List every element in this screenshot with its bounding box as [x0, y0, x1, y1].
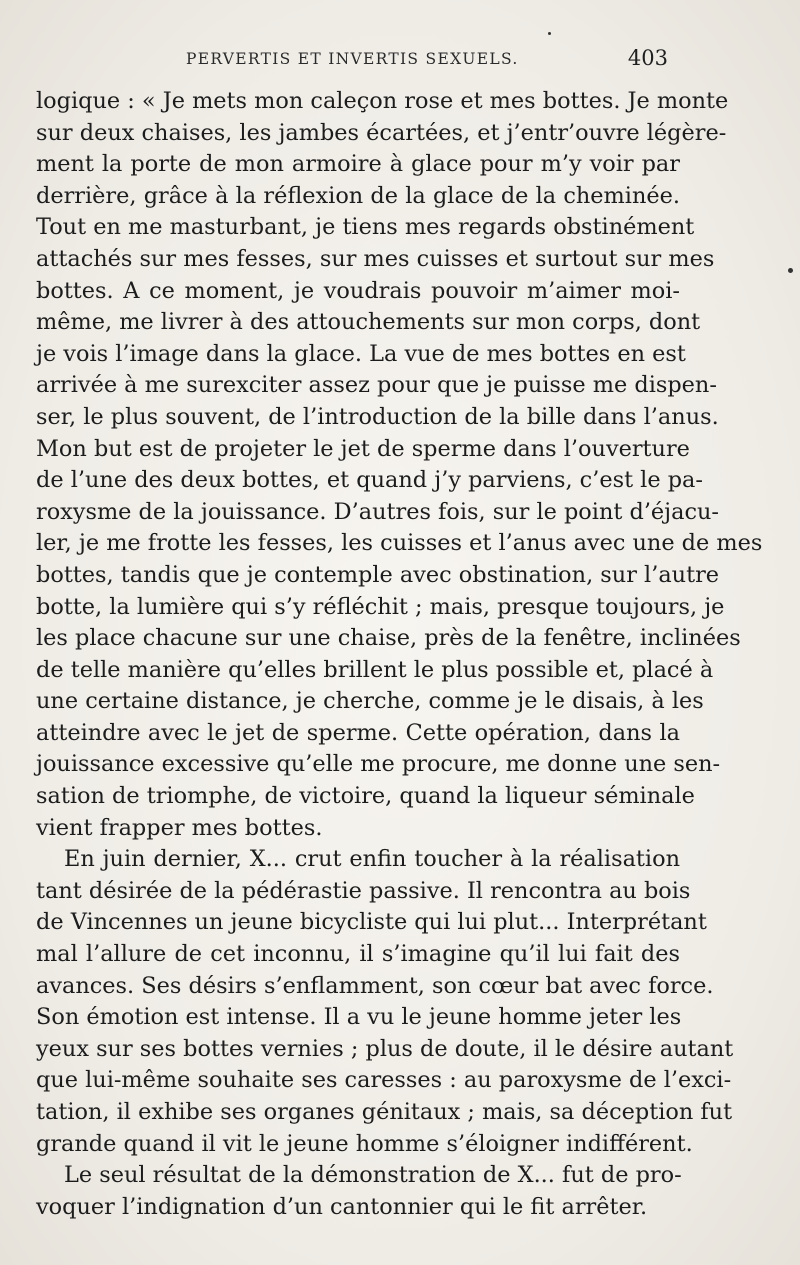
text-line: yeux sur ses bottes vernies ; plus de doute, il le désire autant	[36, 1035, 734, 1062]
text-line: bottes, tandis que je contemple avec obstination, sur l’autre	[36, 561, 720, 588]
body-text	[36, 86, 763, 1223]
text-line: atteindre avec le jet de sperme. Cette opération, dans la	[36, 719, 680, 746]
text-line: Son émotion est intense. Il a vu le jeune homme jeter les	[36, 1004, 682, 1031]
running-head: PERVERTIS ET INVERTIS SEXUELS.	[186, 50, 519, 68]
page-header	[36, 48, 676, 72]
text-line: avances. Ses désirs s’enflamment, son cœur bat avec force.	[36, 972, 714, 999]
text-line: bottes. A ce moment, je voudrais pouvoir m’aimer moi-	[36, 277, 680, 304]
text-line: les place chacune sur une chaise, près de la fenêtre, inclinées	[36, 625, 741, 652]
text-line: une certaine distance, je cherche, comme je le disais, à les	[36, 688, 704, 715]
paragraph-start-line: En juin dernier, X... crut enfin toucher à la réalisation	[64, 846, 680, 873]
ink-speck	[548, 32, 551, 35]
text-line: de telle manière qu’elles brillent le plus possible et, placé à	[36, 656, 714, 683]
text-line: mal l’allure de cet inconnu, il s’imagine qu’il lui fait des	[36, 941, 680, 968]
text-line: même, me livrer à des attouchements sur mon corps, dont	[36, 309, 701, 336]
text-line: logique : « Je mets mon caleçon rose et mes bottes. Je monte	[36, 88, 729, 114]
text-line: de l’une des deux bottes, et quand j’y parviens, c’est le pa-	[36, 467, 703, 494]
page-number: 403	[627, 46, 668, 70]
text-line: de Vincennes un jeune bicycliste qui lui plut... Interprétant	[36, 909, 707, 936]
paragraph-end-line: vient frapper mes bottes.	[36, 814, 323, 841]
text-line: tant désirée de la pédérastie passive. Il rencontra au bois	[36, 877, 691, 904]
paragraph-end-line: grande quand il vit le jeune homme s’éloigner indifférent.	[36, 1130, 693, 1157]
text-line: ment la porte de mon armoire à glace pour m’y voir par	[36, 151, 680, 178]
ink-speck	[788, 268, 793, 273]
text-line: ser, le plus souvent, de l’introduction de la bille dans l’anus.	[36, 403, 719, 430]
text-line: je vois l’image dans la glace. La vue de mes bottes en est	[36, 340, 686, 367]
text-line: attachés sur mes fesses, sur mes cuisses et surtout sur mes	[36, 245, 715, 272]
text-line: Tout en me masturbant, je tiens mes regards obstinément	[36, 214, 695, 241]
text-line: ler, je me frotte les fesses, les cuisses et l’anus avec une de mes	[36, 530, 763, 557]
text-line: derrière, grâce à la réflexion de la glace de la cheminée.	[36, 182, 680, 209]
text-line: sation de triomphe, de victoire, quand la liqueur séminale	[36, 783, 695, 810]
text-line: tation, il exhibe ses organes génitaux ; mais, sa déception fut	[36, 1099, 733, 1125]
text-line: Mon but est de projeter le jet de sperme dans l’ouverture	[36, 435, 690, 462]
text-line: que lui-même souhaite ses caresses : au paroxysme de l’exci-	[36, 1067, 732, 1094]
text-line: roxysme de la jouissance. D’autres fois, sur le point d’éjacu-	[36, 498, 720, 525]
text-line: jouissance excessive qu’elle me procure, me donne une sen-	[36, 751, 721, 778]
paragraph-start-line: Le seul résultat de la démonstration de X... fut de pro-	[64, 1162, 682, 1189]
text-line: arrivée à me surexciter assez pour que je puisse me dispen-	[36, 372, 717, 399]
text-line: sur deux chaises, les jambes écartées, et j’entr’ouvre légère-	[36, 119, 727, 146]
text-line: voquer l’indignation d’un cantonnier qui le fit arrêter.	[36, 1193, 648, 1220]
text-line: botte, la lumière qui s’y réfléchit ; mais, presque toujours, je	[36, 593, 725, 620]
